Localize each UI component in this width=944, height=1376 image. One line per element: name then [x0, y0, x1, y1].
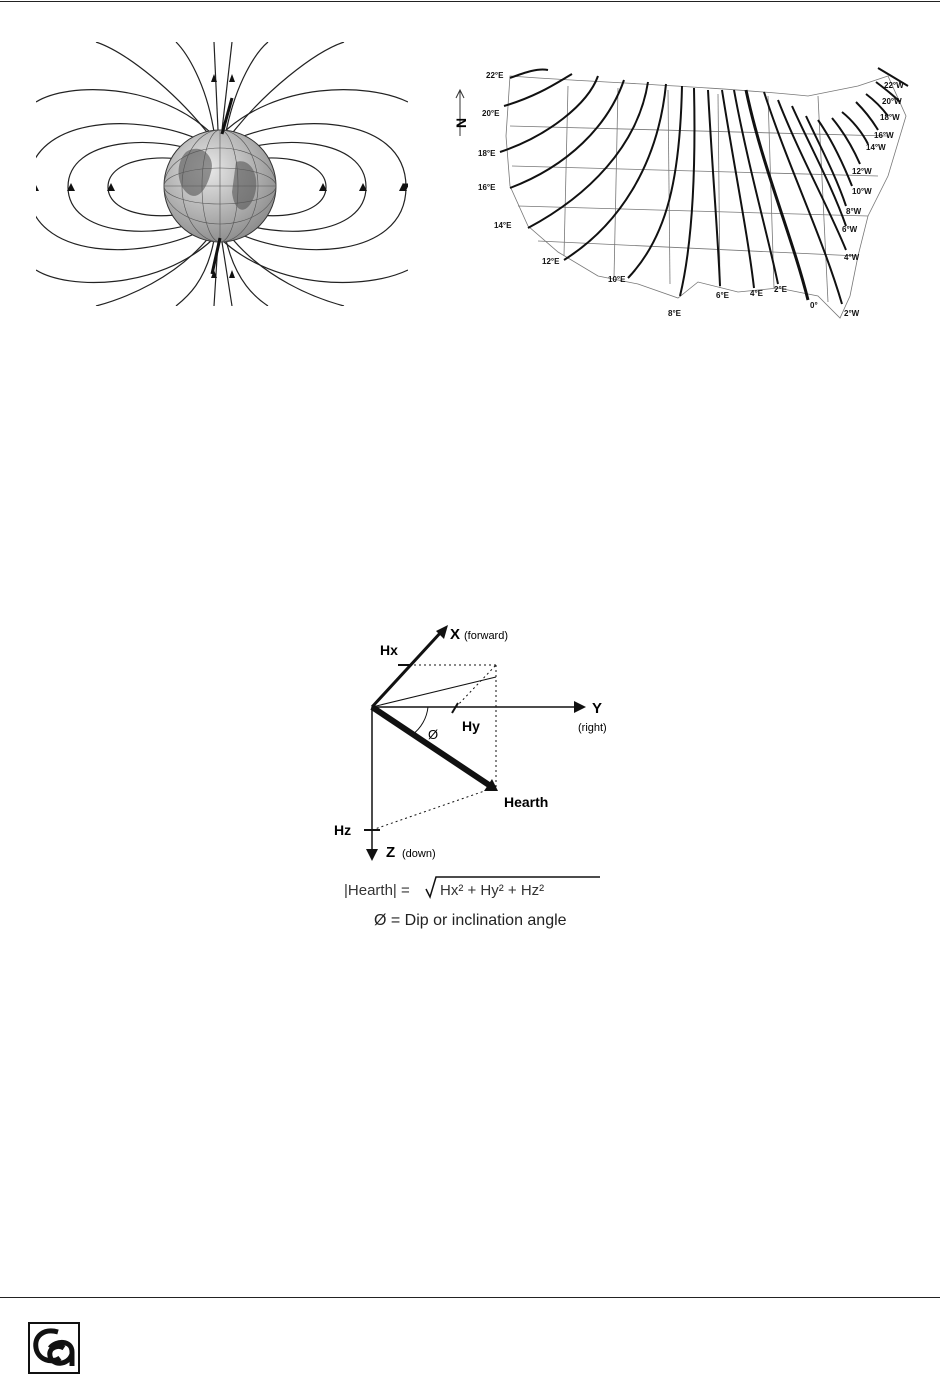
west-declination-labels — [842, 81, 904, 318]
label-18e: 18°E — [478, 149, 496, 158]
label-8w: 8°W — [846, 207, 862, 216]
y-axis-note: (right) — [578, 722, 607, 734]
hy-label: Hy — [462, 718, 480, 734]
formula-lhs: |Hearth| = — [344, 882, 410, 899]
label-8e: 8°E — [668, 309, 681, 318]
isogonic-lines — [500, 68, 908, 304]
label-6e: 6°E — [716, 291, 729, 300]
label-18w: 18°W — [880, 113, 900, 122]
y-axis-label: Y — [592, 700, 603, 717]
angle-label: Ø — [428, 727, 439, 742]
hz-label: Hz — [334, 822, 352, 838]
company-logo — [28, 1322, 80, 1374]
us-map-outline — [506, 76, 906, 318]
x-axis-label: X — [450, 626, 461, 643]
z-axis-note: (down) — [402, 848, 436, 860]
label-4w: 4°W — [844, 253, 860, 262]
label-22w: 22°W — [884, 81, 904, 90]
x-axis-note: (forward) — [464, 630, 509, 642]
label-16w: 16°W — [874, 131, 894, 140]
east-declination-labels — [478, 71, 788, 318]
label-22e: 22°E — [486, 71, 504, 80]
declination-map-figure — [448, 56, 918, 322]
diagram-arrowheads — [366, 625, 586, 861]
label-2e: 2°E — [774, 285, 787, 294]
vector-diagram-figure — [320, 615, 640, 940]
earth-field-figure — [36, 42, 408, 306]
label-14e: 14°E — [494, 221, 512, 230]
label-2w: 2°W — [844, 309, 860, 318]
hx-label: Hx — [380, 642, 398, 658]
formula-note: Ø = Dip or inclination angle — [374, 912, 567, 929]
label-16e: 16°E — [478, 183, 496, 192]
label-4e: 4°E — [750, 289, 763, 298]
earth-globe — [164, 98, 276, 274]
north-label: N — [453, 117, 469, 128]
label-12e: 12°E — [542, 257, 560, 266]
top-rule — [0, 1, 940, 2]
label-14w: 14°W — [866, 143, 886, 152]
label-20e: 20°E — [482, 109, 500, 118]
formula-rhs: Hx² + Hy² + Hz² — [440, 882, 545, 899]
label-10e: 10°E — [608, 275, 626, 284]
z-axis-label: Z — [386, 844, 396, 861]
label-0: 0° — [810, 301, 818, 310]
label-20w: 20°W — [882, 97, 902, 106]
diagram-axes — [364, 631, 578, 851]
label-6w: 6°W — [842, 225, 858, 234]
label-12w: 12°W — [852, 167, 872, 176]
hearth-label: Hearth — [504, 794, 549, 810]
north-arrow-icon — [453, 90, 469, 136]
label-10w: 10°W — [852, 187, 872, 196]
footer-rule — [0, 1297, 940, 1298]
